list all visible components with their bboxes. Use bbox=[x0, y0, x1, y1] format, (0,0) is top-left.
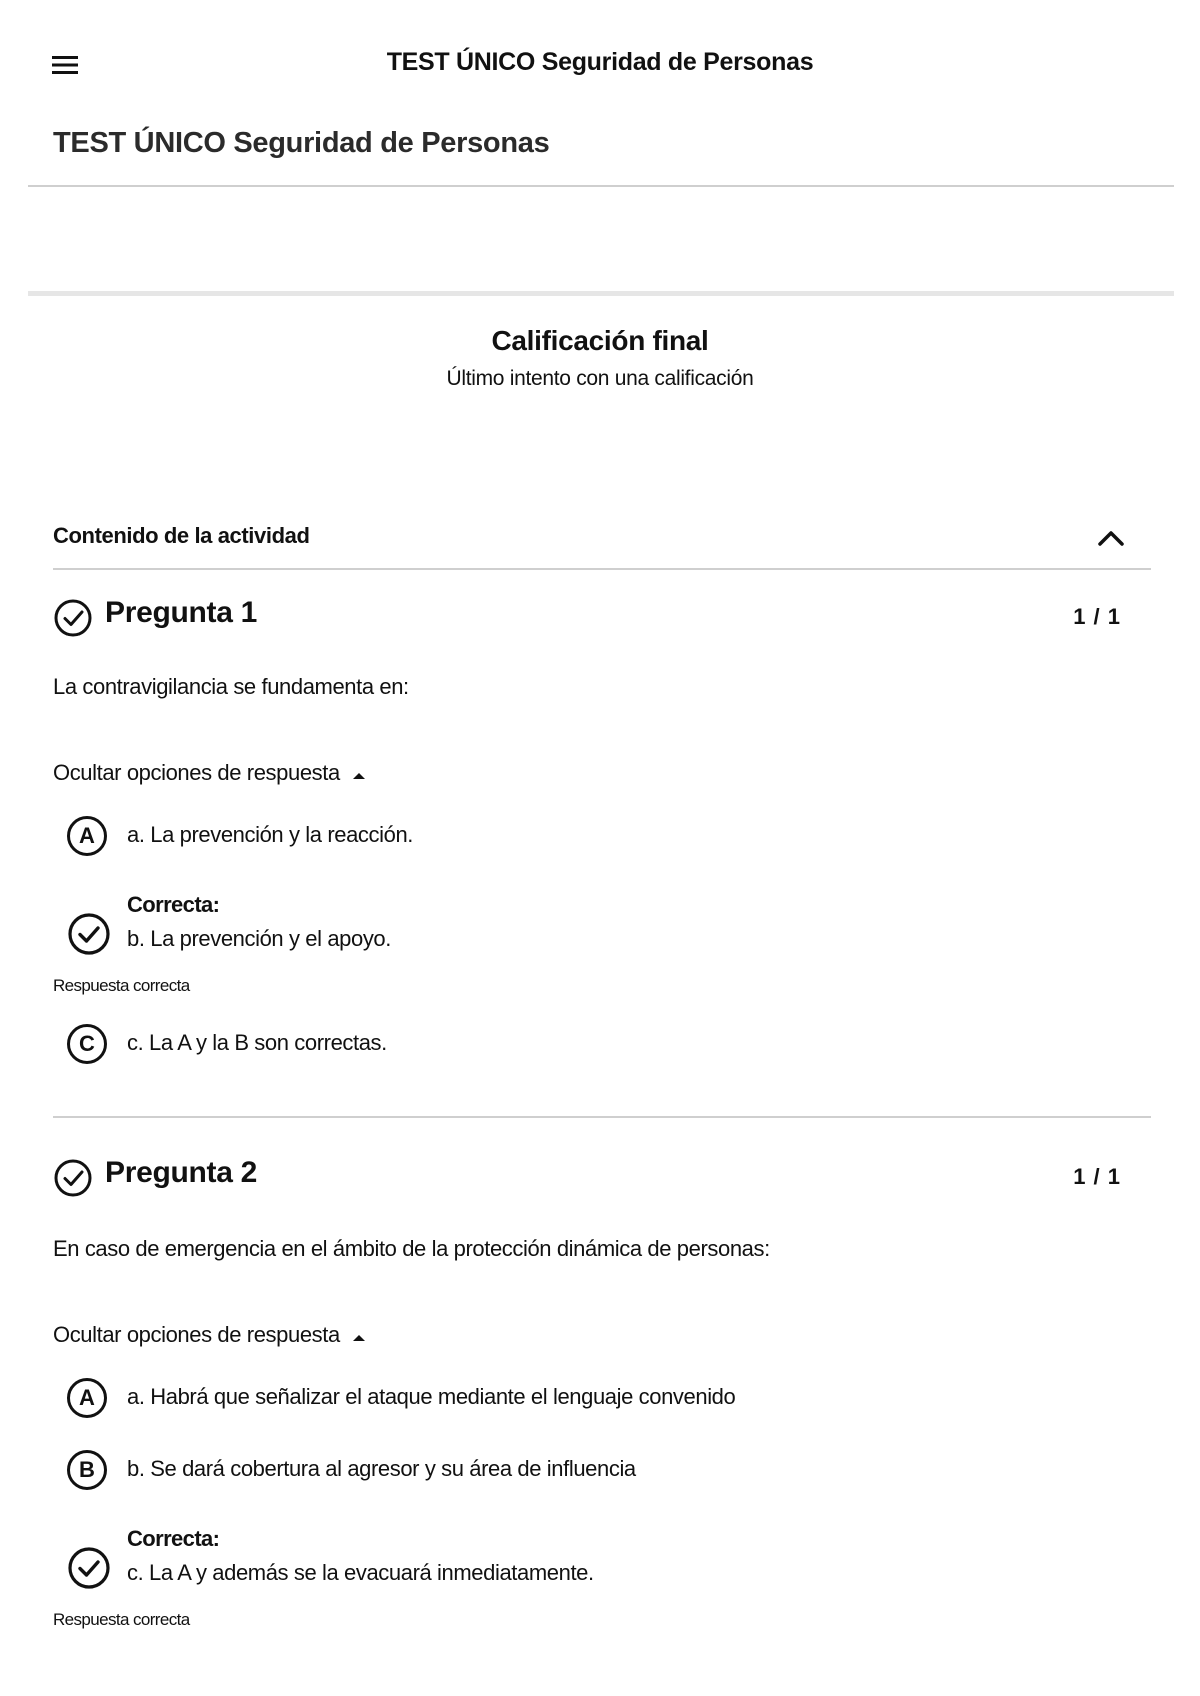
question-header bbox=[53, 1156, 1151, 1200]
question-title: Pregunta 2 bbox=[105, 1156, 258, 1189]
header-title: TEST ÚNICO Seguridad de Personas bbox=[386, 48, 814, 76]
top-bar bbox=[0, 0, 1200, 130]
section-divider bbox=[28, 291, 1174, 296]
correct-answer-feedback: Respuesta correcta bbox=[53, 976, 190, 995]
header-divider bbox=[28, 185, 1174, 187]
option-letter-badge: C bbox=[67, 1024, 107, 1064]
question-score: 1 / 1 bbox=[1073, 604, 1121, 629]
caret-up-icon bbox=[352, 761, 366, 787]
question-1 bbox=[53, 596, 1151, 1096]
activity-content-toggle[interactable] bbox=[53, 520, 1151, 570]
question-text: La contravigilancia se fundamenta en: bbox=[53, 674, 409, 699]
hide-answer-options-toggle[interactable] bbox=[53, 1322, 366, 1349]
question-2 bbox=[53, 1156, 1151, 1656]
question-divider bbox=[53, 1116, 1151, 1118]
question-title: Pregunta 1 bbox=[105, 596, 258, 629]
hamburger-menu-icon bbox=[52, 55, 78, 75]
course-title: TEST ÚNICO Seguridad de Personas bbox=[53, 127, 550, 159]
correct-label: Correcta: bbox=[127, 892, 220, 917]
option-text: a. Habrá que señalizar el ataque mediante el lenguaje convenido bbox=[127, 1384, 736, 1409]
option-text: b. Se dará cobertura al agresor y su área de influencia bbox=[127, 1456, 636, 1481]
hide-answer-options-label: Ocultar opciones de respuesta bbox=[53, 760, 340, 785]
check-circle-icon bbox=[53, 1158, 93, 1198]
final-grade-subheading: Último intento con una calificación bbox=[446, 367, 754, 390]
question-header bbox=[53, 596, 1151, 640]
correct-label: Correcta: bbox=[127, 1526, 220, 1551]
check-circle-icon bbox=[67, 912, 111, 956]
option-letter-badge: A bbox=[67, 816, 107, 856]
activity-content-label: Contenido de la actividad bbox=[53, 523, 310, 548]
hide-answer-options-label: Ocultar opciones de respuesta bbox=[53, 1322, 340, 1347]
option-text: a. La prevención y la reacción. bbox=[127, 822, 413, 847]
chevron-up-icon[interactable] bbox=[1093, 520, 1129, 556]
option-text: c. La A y además se la evacuará inmediatamente. bbox=[127, 1560, 594, 1585]
option-text: b. La prevención y el apoyo. bbox=[127, 926, 391, 951]
final-grade-heading: Calificación final bbox=[491, 325, 709, 356]
question-text: En caso de emergencia en el ámbito de la protección dinámica de personas: bbox=[53, 1236, 770, 1261]
question-score: 1 / 1 bbox=[1073, 1164, 1121, 1189]
check-circle-icon bbox=[67, 1546, 111, 1590]
caret-up-icon bbox=[352, 1323, 366, 1349]
check-circle-icon bbox=[53, 598, 93, 638]
option-letter-badge: B bbox=[67, 1450, 107, 1490]
option-letter-badge: A bbox=[67, 1378, 107, 1418]
hide-answer-options-toggle[interactable] bbox=[53, 760, 366, 787]
correct-answer-feedback: Respuesta correcta bbox=[53, 1610, 190, 1629]
option-text: c. La A y la B son correctas. bbox=[127, 1030, 387, 1055]
hamburger-menu-button[interactable] bbox=[50, 50, 80, 80]
